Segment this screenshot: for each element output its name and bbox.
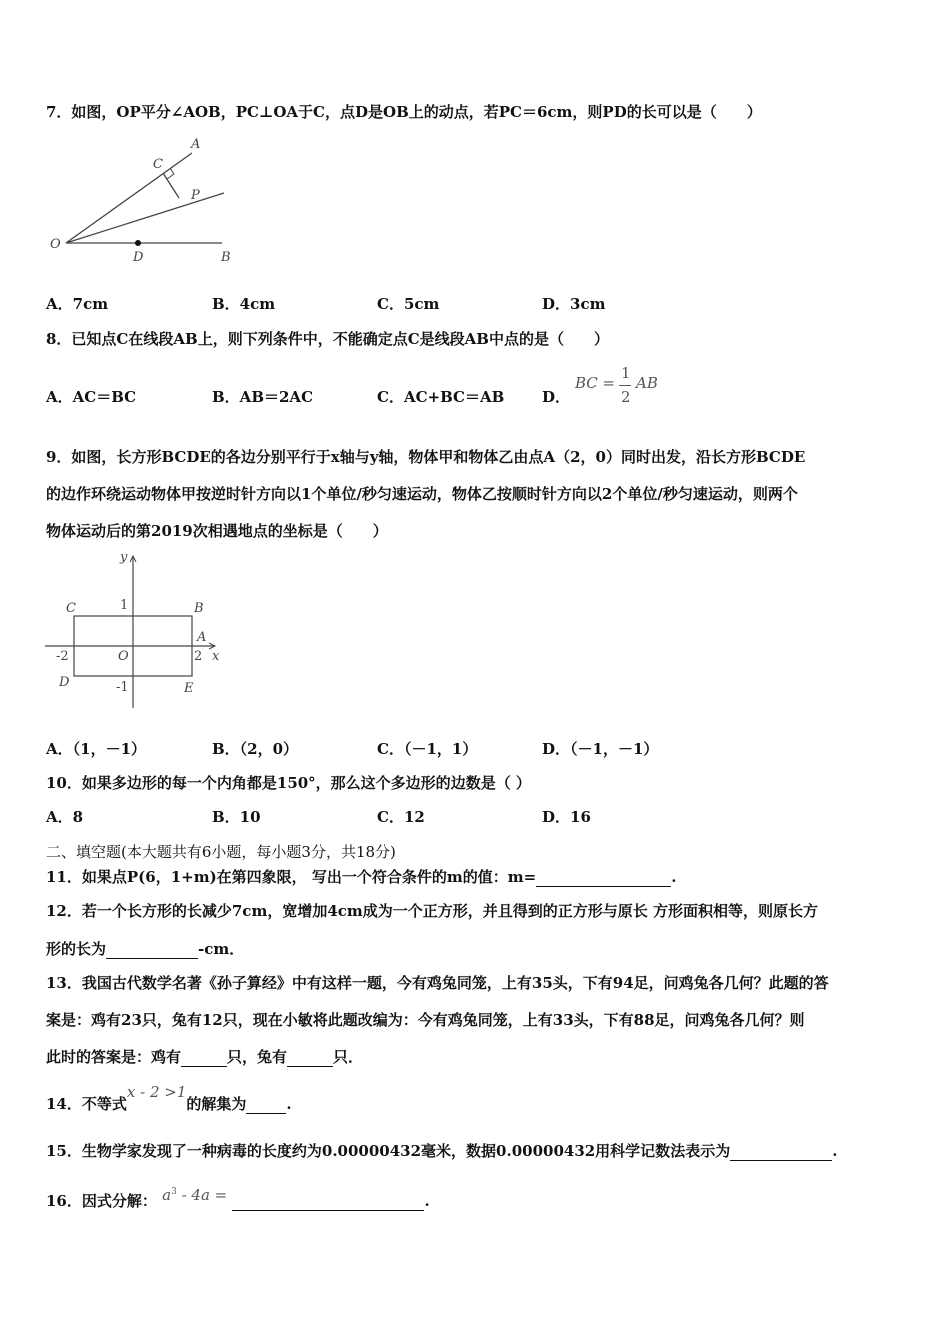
label-a: A (191, 137, 201, 152)
q9-line-3: 物体运动后的第2019次相遇地点的坐标是（ ） (46, 522, 388, 540)
label-b: B (221, 250, 231, 265)
q12-line-2: 形的长为 -cm． (46, 940, 245, 958)
q8-option-a[interactable]: A．AC＝BC (46, 388, 137, 406)
label-x: x (212, 649, 220, 664)
q11-text: 11．如果点P(6，1+m)在第四象限， 写出一个符合条件的m的值：m= (46, 868, 537, 886)
q7-stem: 7．如图，OP平分∠AOB，PC⊥OA于C，点D是OB上的动点，若PC＝6cm，则PD的长可以是（ ） (46, 103, 762, 121)
q16: 16．因式分解： $a^3 - 4a$ = . (46, 1186, 430, 1210)
q16-answer-blank[interactable] (232, 1194, 424, 1211)
label-two: 2 (194, 649, 203, 664)
q11: 11．如果点P(6，1+m)在第四象限， 写出一个符合条件的m的值：m= . (46, 868, 677, 886)
q13-line-2: 案是：鸡有23只，兔有12只，现在小敏将此题改编为：今有鸡兔同笼，上有33头，下有88足，问鸡兔各几何？则 (46, 1011, 805, 1029)
q13-rabbit-blank[interactable] (287, 1050, 333, 1067)
q14: 14．不等式x - 2 >1的解集为 . (46, 1083, 292, 1113)
q8-stem: 8．已知点C在线段AB上，则下列条件中，不能确定点C是线段AB中点的是（ ） (46, 330, 609, 348)
q11-answer-blank[interactable] (536, 870, 671, 887)
q10-option-d[interactable]: D．16 (542, 808, 591, 826)
label-neg-two: -2 (56, 649, 69, 664)
q9-figure (40, 548, 230, 713)
q8-option-d[interactable]: D． (542, 388, 571, 406)
q9-option-a[interactable]: A．（1，－1） (46, 740, 147, 758)
label-c: C (66, 601, 76, 616)
label-c: C (153, 157, 163, 172)
label-b: B (194, 601, 204, 616)
q7-option-c[interactable]: C．5cm (377, 295, 440, 313)
q8-option-b[interactable]: B．AB＝2AC (212, 388, 314, 406)
q10-option-c[interactable]: C．12 (377, 808, 425, 826)
label-y: y (120, 550, 128, 565)
q10-option-a[interactable]: A．8 (46, 808, 84, 826)
q9-option-b[interactable]: B．（2，0） (212, 740, 299, 758)
q7-option-b[interactable]: B．4cm (212, 295, 276, 313)
label-p: P (191, 188, 200, 203)
label-neg-one: -1 (116, 680, 129, 695)
q10-stem: 10．如果多边形的每一个内角都是150°，那么这个多边形的边数是（ ） (46, 774, 531, 792)
label-d: D (59, 675, 70, 690)
q13-line-3: 此时的答案是：鸡有 只，兔有 只． (46, 1048, 364, 1066)
q13-line-1: 13．我国古代数学名著《孙子算经》中有这样一题，今有鸡兔同笼，上有35头，下有94足，问鸡兔各几何？此题的答 (46, 974, 829, 992)
q7-option-a[interactable]: A．7cm (46, 295, 109, 313)
q9-line-2: 的边作环绕运动物体甲按逆时针方向以1个单位/秒匀速运动，物体乙按顺时针方向以2个单位/秒匀速运动，则两个 (46, 485, 798, 503)
q9-option-c[interactable]: C．（－1，1） (377, 740, 478, 758)
q7-option-d[interactable]: D．3cm (542, 295, 606, 313)
q13-chicken-blank[interactable] (181, 1050, 227, 1067)
label-a: A (197, 630, 207, 645)
q12-line-1: 12．若一个长方形的长减少7cm，宽增加4cm成为一个正方形，并且得到的正方形与原长 方形面积相等，则原长方 (46, 902, 818, 920)
label-o: O (50, 237, 61, 252)
label-e: E (184, 681, 194, 696)
label-one: 1 (120, 598, 129, 613)
q9-line-1: 9．如图，长方形BCDE的各边分别平行于x轴与y轴，物体甲和物体乙由点A（2，0）同时出发，沿长方形BCDE (46, 448, 806, 466)
q15-text: 15．生物学家发现了一种病毒的长度约为0.00000432毫米，数据0.00000432用科学记数法表示为 (46, 1142, 731, 1160)
label-o: O (118, 649, 129, 664)
q14-answer-blank[interactable] (246, 1097, 286, 1114)
section-2-heading: 二、填空题(本大题共有6小题，每小题3分，共18分) (46, 843, 396, 861)
ray-op (66, 193, 224, 243)
q14-formula: x - 2 >1 (126, 1083, 187, 1101)
point-d (135, 240, 141, 246)
q8-option-c[interactable]: C．AC+BC＝AB (377, 388, 505, 406)
q10-option-b[interactable]: B．10 (212, 808, 261, 826)
label-d: D (133, 250, 144, 265)
ray-oa (66, 153, 192, 243)
q16-formula: $a^3 - 4a$ = (162, 1186, 228, 1204)
q15: 15．生物学家发现了一种病毒的长度约为0.00000432毫米，数据0.00000432用科学记数法表示为 . (46, 1142, 838, 1160)
q12-answer-blank[interactable] (106, 942, 198, 959)
q7-figure (40, 135, 240, 270)
q9-option-d[interactable]: D．（－1，－1） (542, 740, 659, 758)
q15-answer-blank[interactable] (730, 1144, 832, 1161)
